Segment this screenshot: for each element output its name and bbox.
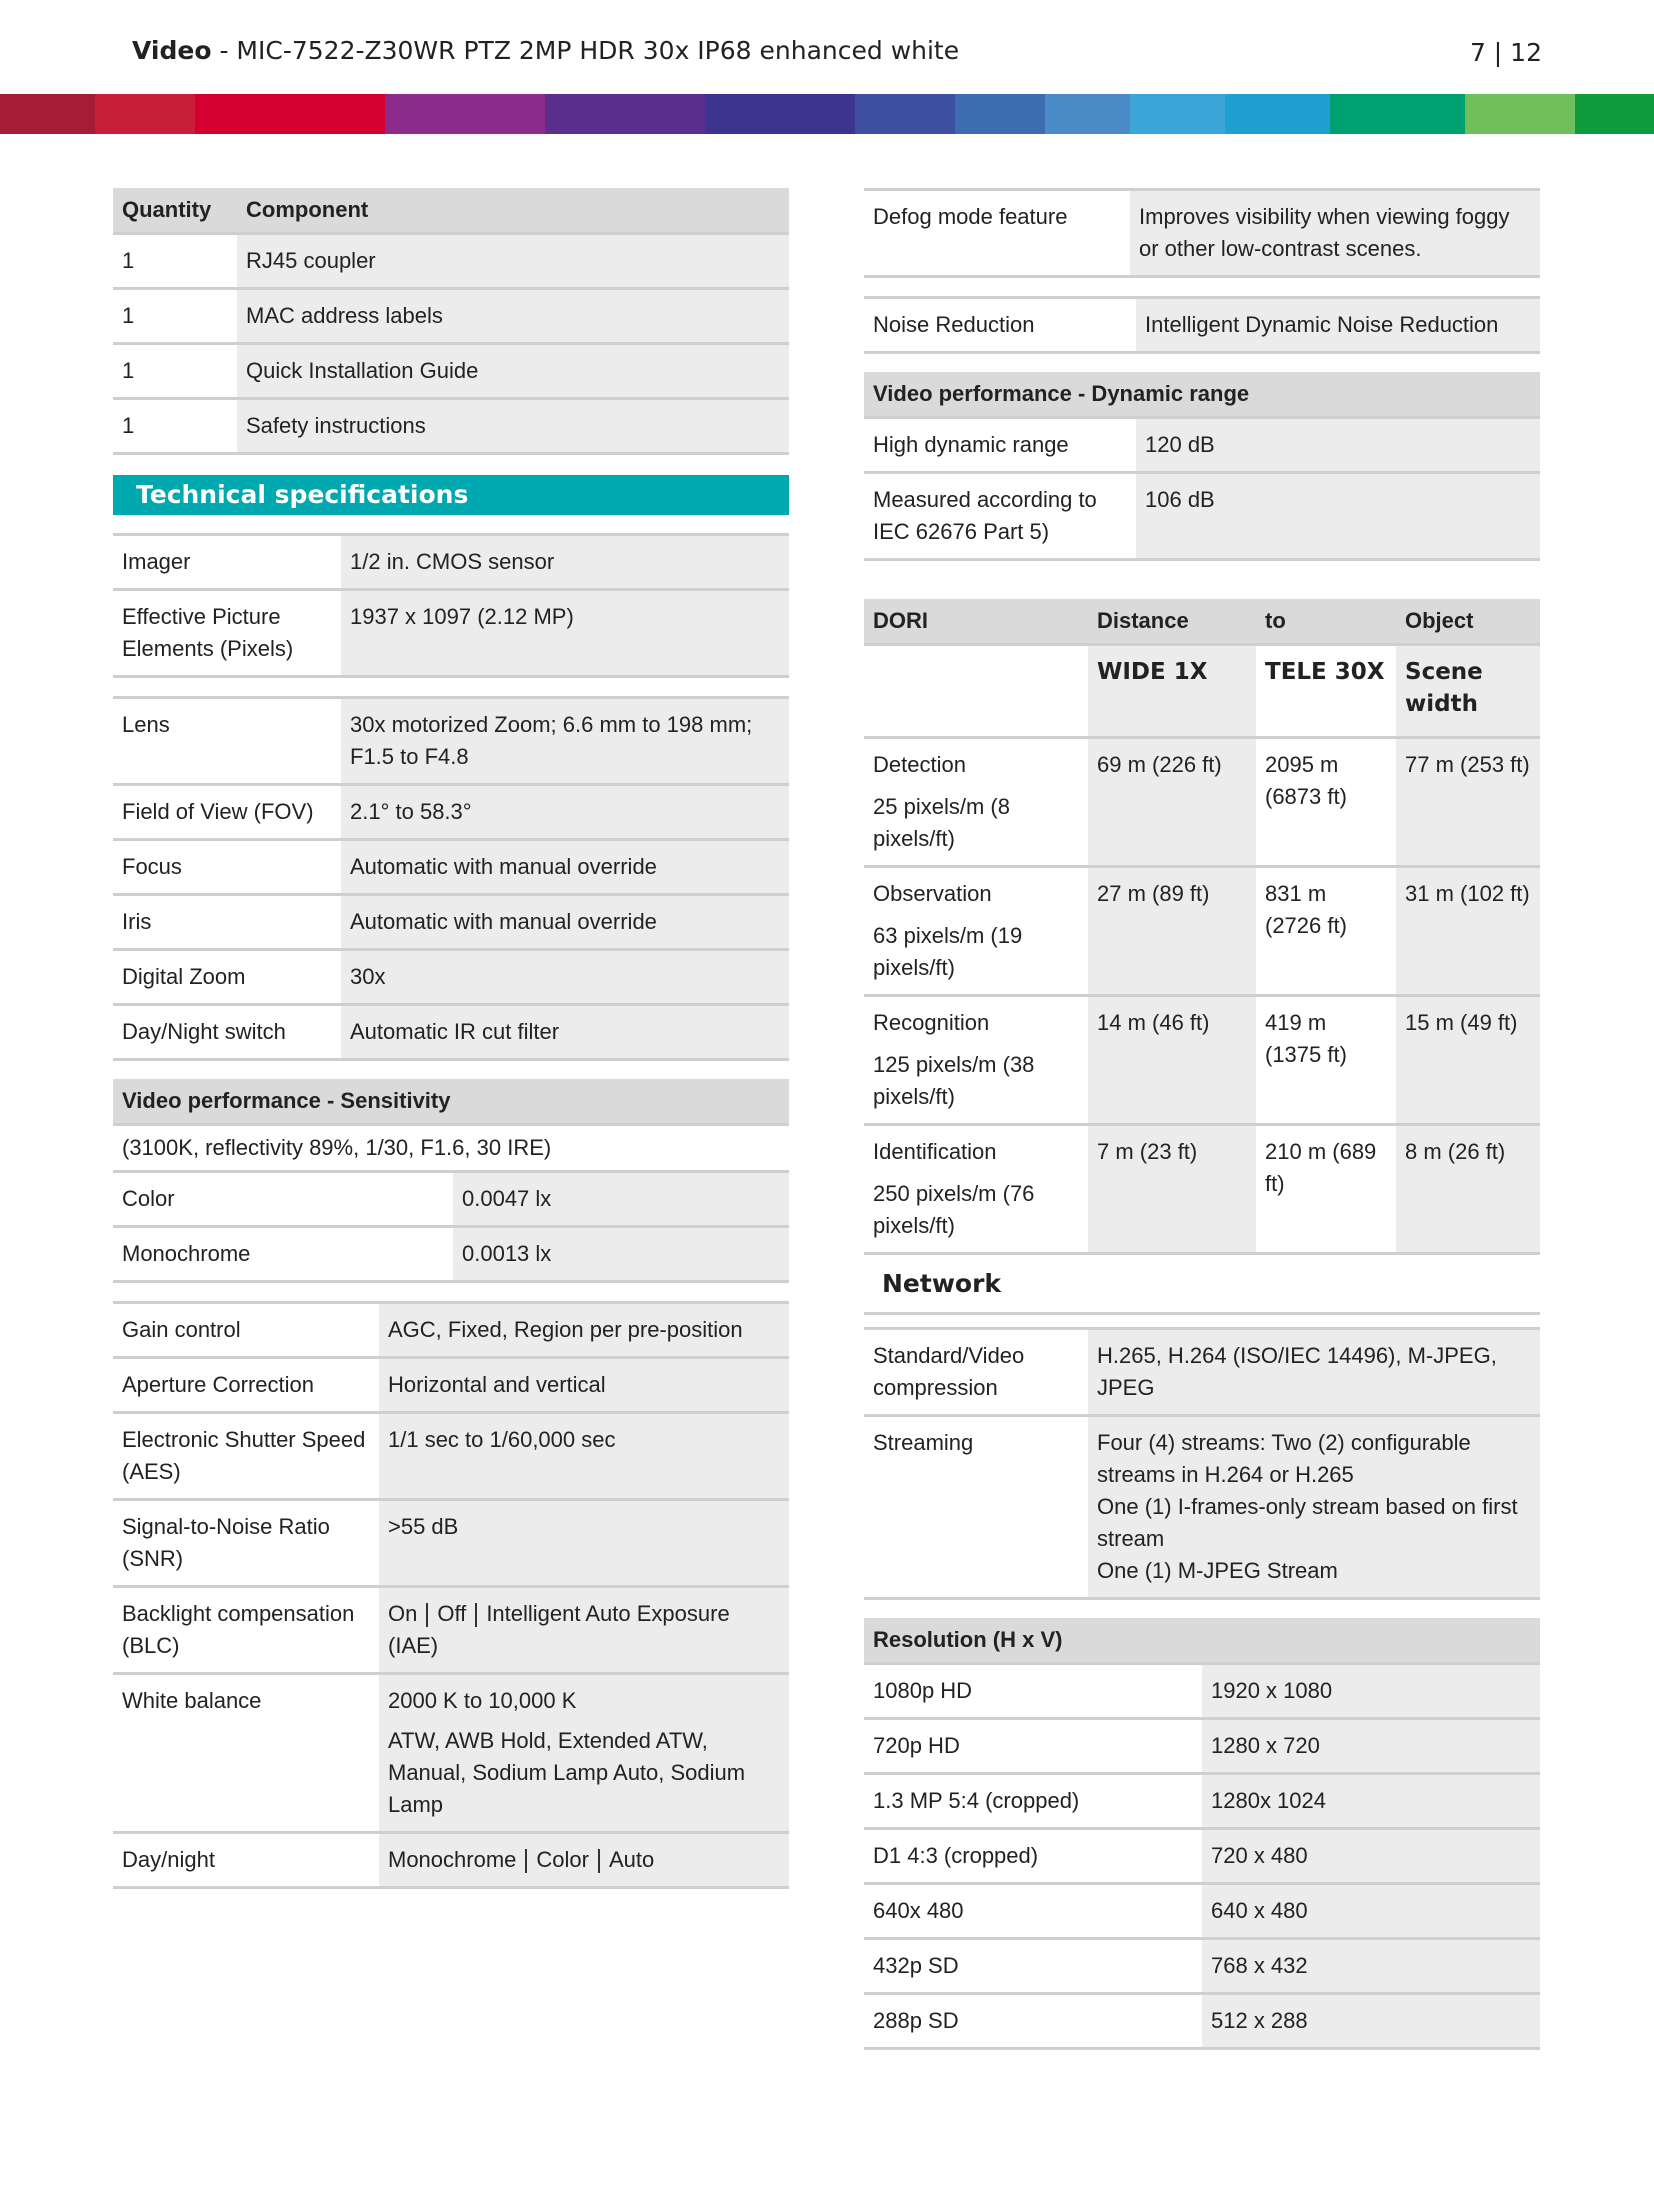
separator: [426, 1603, 428, 1627]
left-column: [113, 188, 789, 1889]
table-row: [113, 895, 789, 950]
tele-distance: 2095 m (6873 ft): [1265, 752, 1347, 809]
distance-header: Distance: [1088, 599, 1256, 645]
spec-label: Defog mode feature: [873, 204, 1068, 229]
technical-specifications-heading: Technical specifications: [113, 475, 789, 515]
table-row: [864, 1125, 1540, 1254]
wide-distance: 7 m (23 ft): [1088, 1125, 1256, 1254]
quantity-cell: 1: [122, 303, 135, 328]
resolution-value: 640 x 480: [1202, 1884, 1540, 1939]
spec-label: Focus: [122, 854, 182, 879]
band-segment: [385, 94, 545, 134]
spec-label: Day/Night switch: [122, 1019, 286, 1044]
table-row: [113, 289, 789, 344]
spec-value: [379, 1674, 789, 1833]
scene-width: 8 m (26 ft): [1396, 1125, 1540, 1254]
spec-label: High dynamic range: [873, 432, 1069, 457]
table-header-row: [864, 1618, 1540, 1664]
table-row: [113, 399, 789, 454]
wide-subheader: WIDE 1X: [1088, 645, 1256, 738]
spec-label: Electronic Shutter Speed (AES): [122, 1427, 366, 1484]
sensitivity-heading: Video performance - Sensitivity: [113, 1079, 789, 1125]
dynamic-range-table: [864, 372, 1540, 561]
pixel-density: 25 pixels/m (8 pixels/ft): [873, 794, 1010, 851]
dynamic-range-heading: Video performance - Dynamic range: [864, 372, 1540, 418]
spec-label: Monochrome: [122, 1241, 251, 1266]
table-row: [864, 1416, 1540, 1599]
wb-modes: ATW, AWB Hold, Extended ATW, Manual, Sodium Lamp Auto, Sodium Lamp: [388, 1728, 746, 1817]
spec-value: [1088, 1416, 1540, 1599]
component-cell: Quick Installation Guide: [237, 344, 789, 399]
video-settings-table: [113, 1301, 789, 1889]
document-title: [132, 36, 959, 65]
band-segment: [1045, 94, 1130, 134]
table-row: [113, 1303, 789, 1358]
spec-label: White balance: [122, 1688, 262, 1713]
parts-included-table: [113, 188, 789, 455]
band-segment: [195, 94, 385, 134]
right-column: [864, 188, 1540, 2050]
spec-value: 1/2 in. CMOS sensor: [341, 535, 789, 590]
tele-subheader: TELE 30X: [1265, 659, 1385, 685]
table-row: [113, 234, 789, 289]
streaming-line: One (1) I-frames-only stream based on first stream: [1097, 1494, 1518, 1551]
table-row: [864, 867, 1540, 996]
resolution-name: D1 4:3 (cropped): [873, 1843, 1039, 1868]
band-segment: [1575, 94, 1654, 134]
table-row: [113, 1500, 789, 1587]
dori-header: DORI: [864, 599, 1088, 645]
imager-table: [113, 533, 789, 678]
component-header: Component: [237, 188, 789, 234]
quantity-cell: 1: [122, 248, 135, 273]
defog-table: [864, 188, 1540, 278]
component-cell: RJ45 coupler: [237, 234, 789, 289]
title-category: Video: [132, 36, 212, 65]
spec-label: Backlight compensation (BLC): [122, 1601, 355, 1658]
spec-label: Aperture Correction: [122, 1372, 314, 1397]
spec-label: Standard/Video compression: [873, 1343, 1025, 1400]
table-row: [113, 1172, 789, 1227]
separator: [475, 1603, 477, 1627]
quantity-header: Quantity: [113, 188, 237, 234]
spec-value: Horizontal and vertical: [379, 1358, 789, 1413]
table-row: [113, 785, 789, 840]
table-row: [113, 535, 789, 590]
dori-level-cell: [864, 867, 1088, 996]
resolution-value: 512 x 288: [1202, 1994, 1540, 2049]
table-row: [864, 1719, 1540, 1774]
spec-label: Signal-to-Noise Ratio (SNR): [122, 1514, 330, 1571]
resolution-name: 1.3 MP 5:4 (cropped): [873, 1788, 1080, 1813]
spec-value: Automatic IR cut filter: [341, 1005, 789, 1060]
table-row: [113, 1413, 789, 1500]
dori-level-cell: [864, 996, 1088, 1125]
spec-label: Effective Picture Elements (Pixels): [122, 604, 294, 661]
lens-table: [113, 696, 789, 1061]
dori-level: Observation: [873, 881, 992, 906]
table-row: [113, 1587, 789, 1674]
resolution-name: 432p SD: [873, 1953, 959, 1978]
table-row: [864, 1329, 1540, 1416]
sensitivity-table: [113, 1079, 789, 1283]
blc-option: On: [388, 1601, 418, 1626]
table-row: [113, 1674, 789, 1833]
resolution-value: 1920 x 1080: [1202, 1664, 1540, 1719]
spec-value: 1937 x 1097 (2.12 MP): [341, 590, 789, 677]
spec-label: Gain control: [122, 1317, 241, 1342]
dori-level-cell: [864, 1125, 1088, 1254]
table-row: [864, 738, 1540, 867]
table-row: [864, 645, 1540, 738]
spec-value: 0.0047 lx: [453, 1172, 789, 1227]
dori-level: Recognition: [873, 1010, 990, 1035]
spec-label: Lens: [122, 712, 170, 737]
spec-value: 120 dB: [1136, 418, 1540, 473]
band-segment: [955, 94, 1045, 134]
separator: [525, 1849, 527, 1873]
sensitivity-note: (3100K, reflectivity 89%, 1/30, F1.6, 30 IRE): [122, 1135, 552, 1160]
component-cell: Safety instructions: [237, 399, 789, 454]
table-row: [113, 950, 789, 1005]
resolution-value: 1280x 1024: [1202, 1774, 1540, 1829]
network-heading: Network: [864, 1255, 1540, 1315]
table-row: [113, 1005, 789, 1060]
object-header: Object: [1396, 599, 1540, 645]
dori-level: Detection: [873, 752, 966, 777]
page-number: 7 | 12: [1469, 38, 1542, 67]
scene-width-subheader: Scene width: [1396, 645, 1540, 738]
spec-value: 30x motorized Zoom; 6.6 mm to 198 mm; F1.5 to F4.8: [341, 698, 789, 785]
pixel-density: 125 pixels/m (38 pixels/ft): [873, 1052, 1035, 1109]
table-header-row: [864, 372, 1540, 418]
table-row: [864, 190, 1540, 277]
table-row: [113, 344, 789, 399]
scene-width: 31 m (102 ft): [1396, 867, 1540, 996]
band-segment: [1465, 94, 1575, 134]
table-row: [864, 1664, 1540, 1719]
band-segment: [1330, 94, 1465, 134]
table-row: [113, 698, 789, 785]
spec-value: 2.1° to 58.3°: [341, 785, 789, 840]
component-cell: MAC address labels: [237, 289, 789, 344]
tele-distance: 419 m (1375 ft): [1265, 1010, 1347, 1067]
streaming-line: Four (4) streams: Two (2) configurable streams in H.264 or H.265: [1097, 1430, 1471, 1487]
resolution-name: 1080p HD: [873, 1678, 973, 1703]
band-segment: [705, 94, 855, 134]
table-row: [113, 590, 789, 677]
band-segment: [95, 94, 195, 134]
dori-table: [864, 599, 1540, 1255]
resolution-name: 640x 480: [873, 1898, 964, 1923]
table-row: [864, 1884, 1540, 1939]
wb-range: 2000 K to 10,000 K: [388, 1688, 577, 1713]
resolution-value: 720 x 480: [1202, 1829, 1540, 1884]
spec-value: 30x: [341, 950, 789, 1005]
network-table: [864, 1327, 1540, 1600]
pixel-density: 250 pixels/m (76 pixels/ft): [873, 1181, 1035, 1238]
spec-label: Measured according to IEC 62676 Part 5): [873, 487, 1097, 544]
spec-value: Automatic with manual override: [341, 840, 789, 895]
tele-distance: 210 m (689 ft): [1265, 1139, 1377, 1196]
spec-label: Color: [122, 1186, 175, 1211]
spec-value: H.265, H.264 (ISO/IEC 14496), M-JPEG, JPEG: [1088, 1329, 1540, 1416]
table-row: [113, 1358, 789, 1413]
wide-distance: 14 m (46 ft): [1088, 996, 1256, 1125]
table-row: [864, 1994, 1540, 2049]
resolution-name: 288p SD: [873, 2008, 959, 2033]
spec-value: >55 dB: [379, 1500, 789, 1587]
title-product: - MIC-7522-Z30WR PTZ 2MP HDR 30x IP68 enhanced white: [211, 36, 960, 65]
quantity-cell: 1: [122, 358, 135, 383]
resolution-name: 720p HD: [873, 1733, 960, 1758]
table-row: [113, 1125, 789, 1172]
scene-width: 15 m (49 ft): [1396, 996, 1540, 1125]
dori-subheader: [864, 645, 1088, 738]
wide-distance: 27 m (89 ft): [1088, 867, 1256, 996]
spec-value: Automatic with manual override: [341, 895, 789, 950]
daynight-option: Monochrome: [388, 1847, 517, 1872]
resolution-value: 768 x 432: [1202, 1939, 1540, 1994]
dori-level-cell: [864, 738, 1088, 867]
table-row: [864, 473, 1540, 560]
blc-option: Intelligent Auto Exposure (IAE): [388, 1601, 730, 1658]
streaming-line: One (1) M-JPEG Stream: [1097, 1558, 1338, 1583]
scene-width: 77 m (253 ft): [1396, 738, 1540, 867]
band-segment: [0, 94, 95, 134]
dori-level: Identification: [873, 1139, 997, 1164]
spec-value: 0.0013 lx: [453, 1227, 789, 1282]
spec-label: Digital Zoom: [122, 964, 246, 989]
daynight-option: Color: [536, 1847, 589, 1872]
spec-value: [379, 1587, 789, 1674]
table-row: [113, 840, 789, 895]
table-row: [113, 1833, 789, 1888]
table-header-row: [864, 599, 1540, 645]
band-segment: [545, 94, 705, 134]
band-segment: [1225, 94, 1330, 134]
spec-label: Streaming: [873, 1430, 974, 1455]
spec-label: Iris: [122, 909, 152, 934]
spec-value: [379, 1833, 789, 1888]
wide-distance: 69 m (226 ft): [1088, 738, 1256, 867]
band-segment: [855, 94, 955, 134]
spec-value: AGC, Fixed, Region per pre-position: [379, 1303, 789, 1358]
spec-value: 106 dB: [1136, 473, 1540, 560]
table-row: [864, 1939, 1540, 1994]
quantity-cell: 1: [122, 413, 135, 438]
resolution-value: 1280 x 720: [1202, 1719, 1540, 1774]
resolution-heading: Resolution (H x V): [864, 1618, 1540, 1664]
spec-value: Intelligent Dynamic Noise Reduction: [1136, 298, 1540, 353]
table-row: [864, 1829, 1540, 1884]
table-row: [864, 996, 1540, 1125]
to-header: to: [1256, 599, 1396, 645]
resolution-table: [864, 1618, 1540, 2050]
blc-option: Off: [437, 1601, 467, 1626]
tele-distance: 831 m (2726 ft): [1265, 881, 1347, 938]
table-row: [864, 298, 1540, 353]
table-header-row: [113, 188, 789, 234]
spec-value: Improves visibility when viewing foggy or other low-contrast scenes.: [1130, 190, 1540, 277]
table-row: [113, 1227, 789, 1282]
noise-reduction-table: [864, 296, 1540, 354]
band-segment: [1130, 94, 1225, 134]
spec-label: Field of View (FOV): [122, 799, 314, 824]
brand-color-band: [0, 94, 1654, 134]
daynight-option: Auto: [608, 1847, 655, 1872]
spec-label: Day/night: [122, 1847, 215, 1872]
pixel-density: 63 pixels/m (19 pixels/ft): [873, 923, 1023, 980]
spec-label: Noise Reduction: [873, 312, 1035, 337]
table-row: [864, 418, 1540, 473]
spec-label: Imager: [122, 549, 191, 574]
table-header-row: [113, 1079, 789, 1125]
spec-value: 1/1 sec to 1/60,000 sec: [379, 1413, 789, 1500]
table-row: [864, 1774, 1540, 1829]
separator: [598, 1849, 600, 1873]
